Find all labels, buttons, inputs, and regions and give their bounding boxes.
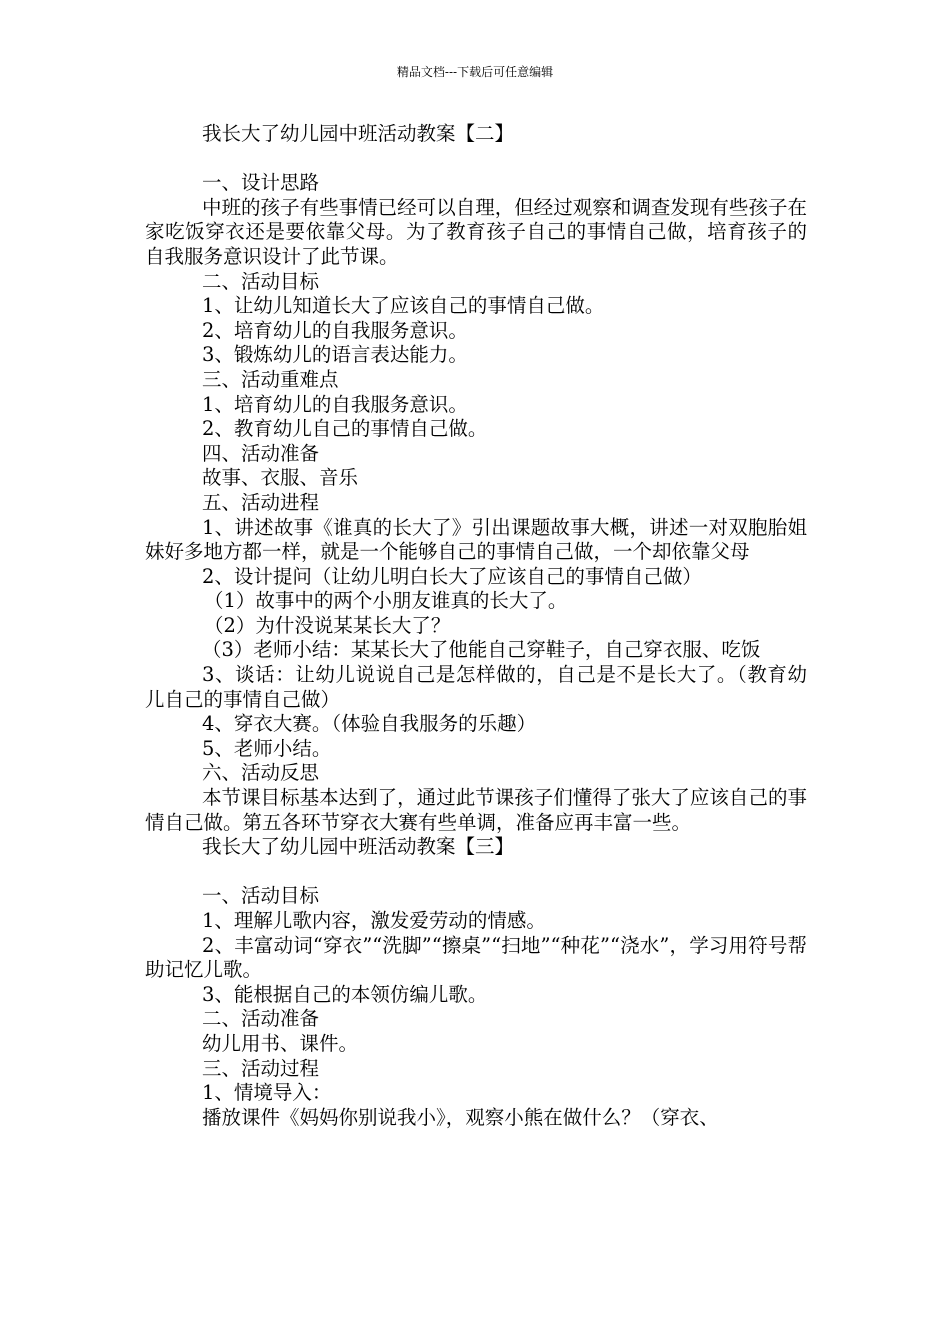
page-header: 精品文档---下载后可任意编辑: [396, 65, 554, 79]
paragraph: 中班的孩子有些事情已经可以自理，但经过观察和调查发现有些孩子在家吃饭穿衣还是要依靠父母。为了教育孩子自己的事情自己做，培育孩子的自我服务意识设计了此节课。: [145, 195, 807, 268]
list-item: 1、让幼儿知道长大了应该自己的事情自己做。: [202, 294, 605, 318]
paragraph: 1、讲述故事《谁真的长大了》引出课题故事大概，讲述一对双胞胎姐妹好多地方都一样，就是一个能够自己的事情自己做，一个却依靠父母: [145, 515, 807, 564]
blank-line: [145, 860, 807, 885]
section-heading: 五、活动进程: [202, 490, 320, 514]
section-heading: 二、活动目标: [202, 269, 320, 293]
doc-title-2: 我长大了幼儿园中班活动教案【二】: [202, 122, 515, 145]
section-heading: 三、活动过程: [202, 1056, 320, 1080]
list-item: 1、理解儿歌内容，激发爱劳动的情感。: [202, 909, 546, 932]
list-item: 4、穿衣大赛。（体验自我服务的乐趣）: [202, 712, 537, 736]
list-item: 1、情境导入：: [202, 1081, 332, 1105]
list-item: （1）故事中的两个小朋友谁真的长大了。: [204, 589, 568, 613]
paragraph: 2、丰富动词“穿衣”“洗脚”“擦桌”“扫地”“种花”“浇水”，学习用符号帮助记忆儿歌。: [145, 933, 807, 982]
list-item: 幼儿用书、课件。: [202, 1031, 359, 1055]
list-item: （2）为什没说某某长大了？: [204, 613, 451, 637]
list-item: 3、锻炼幼儿的语言表达能力。: [202, 343, 468, 367]
blank-line: [145, 147, 807, 172]
section-heading: 四、活动准备: [202, 441, 320, 465]
paragraph: 3、谈话：让幼儿说说自己是怎样做的，自己是不是长大了。（教育幼儿自己的事情自己做）: [145, 663, 807, 711]
document-body: [145, 122, 807, 1130]
list-item: 3、能根据自己的本领仿编儿歌。: [202, 982, 488, 1006]
list-item: 2、教育幼儿自己的事情自己做。: [202, 417, 488, 441]
list-item: 故事、衣服、音乐: [202, 466, 359, 490]
list-item: 1、培育幼儿的自我服务意识。: [202, 392, 468, 416]
section-heading: 三、活动重难点: [202, 367, 339, 391]
section-heading: 二、活动准备: [202, 1007, 320, 1031]
section-heading: 一、设计思路: [202, 171, 320, 195]
list-item: 5、老师小结。: [202, 736, 332, 760]
list-item: 2、培育幼儿的自我服务意识。: [202, 318, 468, 342]
section-heading: 六、活动反思: [202, 761, 320, 785]
paragraph: （3）老师小结：某某长大了他能自己穿鞋子，自己穿衣服、吃饭: [202, 638, 761, 662]
paragraph: 本节课目标基本达到了，通过此节课孩子们懂得了张大了应该自己的事情自己做。第五各环节穿衣大赛有些单调，准备应再丰富一些。: [145, 786, 807, 834]
list-item: 2、设计提问（让幼儿明白长大了应该自己的事情自己做）: [202, 564, 702, 588]
section-heading: 一、活动目标: [202, 884, 320, 908]
doc-title-3: 我长大了幼儿园中班活动教案【三】: [202, 835, 515, 859]
paragraph: 播放课件《妈妈你别说我小》，观察小熊在做什么？（穿衣、: [202, 1105, 719, 1129]
